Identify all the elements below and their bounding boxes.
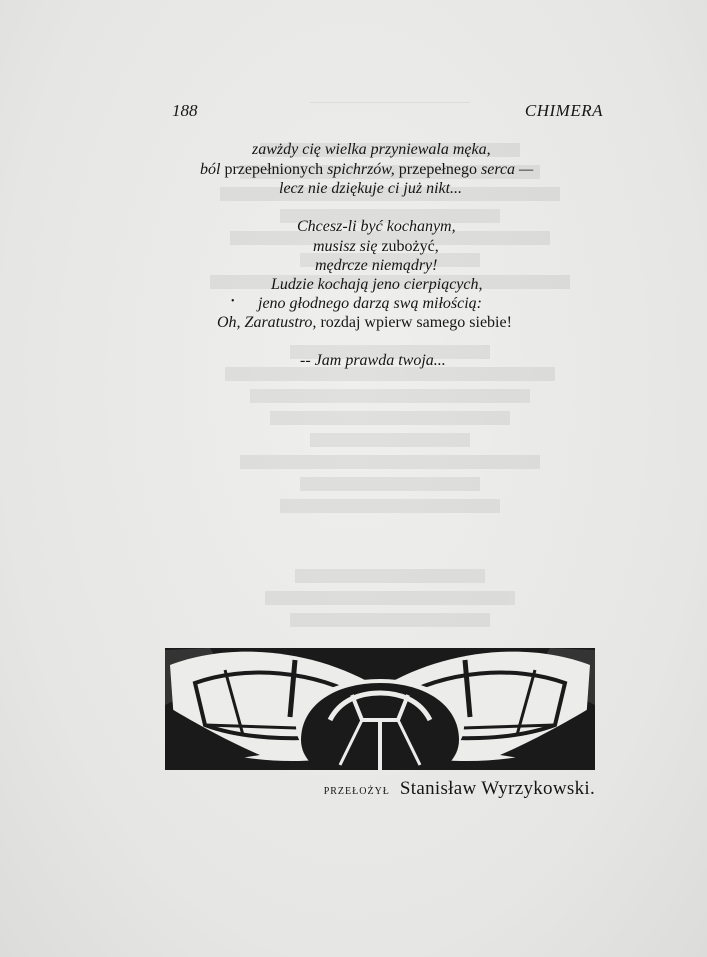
poem-fragment: Oh, Zaratustro, — [217, 314, 317, 331]
poem-fragment: spichrzów, — [327, 161, 395, 178]
poem-line: zawżdy cię wielka przyniewala męka, — [252, 141, 491, 158]
translator-credit — [324, 778, 595, 800]
art-nouveau-vignette-icon — [165, 645, 595, 770]
poem-fragment: musisz się — [313, 238, 378, 255]
poem-line: -- Jam prawda twoja... — [300, 352, 446, 369]
poem-line — [200, 160, 533, 180]
poem-line: Ludzie kochają jeno cierpiących, — [271, 276, 483, 293]
translator-label: PRZEŁOŻYŁ — [323, 786, 390, 797]
running-title: CHIMERA — [524, 101, 603, 120]
poem-line — [313, 237, 439, 257]
poem-fragment: przepełnionych — [220, 161, 328, 178]
poem-fragment: zubożyć, — [377, 238, 439, 255]
poem-line: mędrcze niemądry! — [315, 257, 438, 274]
page-header — [0, 101, 707, 125]
page-number: 188 — [172, 101, 198, 120]
poem-fragment: ból — [200, 161, 221, 178]
translator-name: Stanisław Wyrzykowski. — [399, 778, 595, 799]
poem-line: lecz nie dziękuje ci już nikt... — [279, 180, 463, 197]
poem-fragment: rozdaj wpierw samego siebie! — [316, 314, 512, 331]
ink-dot: • — [231, 296, 235, 307]
poem-fragment: przepełnego — [394, 161, 481, 178]
poem-fragment: serca — — [480, 161, 534, 178]
poem-line: jeno głodnego darzą swą miłością: — [258, 295, 482, 312]
poem-line — [217, 313, 512, 333]
poem-line: Chcesz-li być kochanym, — [297, 218, 456, 235]
